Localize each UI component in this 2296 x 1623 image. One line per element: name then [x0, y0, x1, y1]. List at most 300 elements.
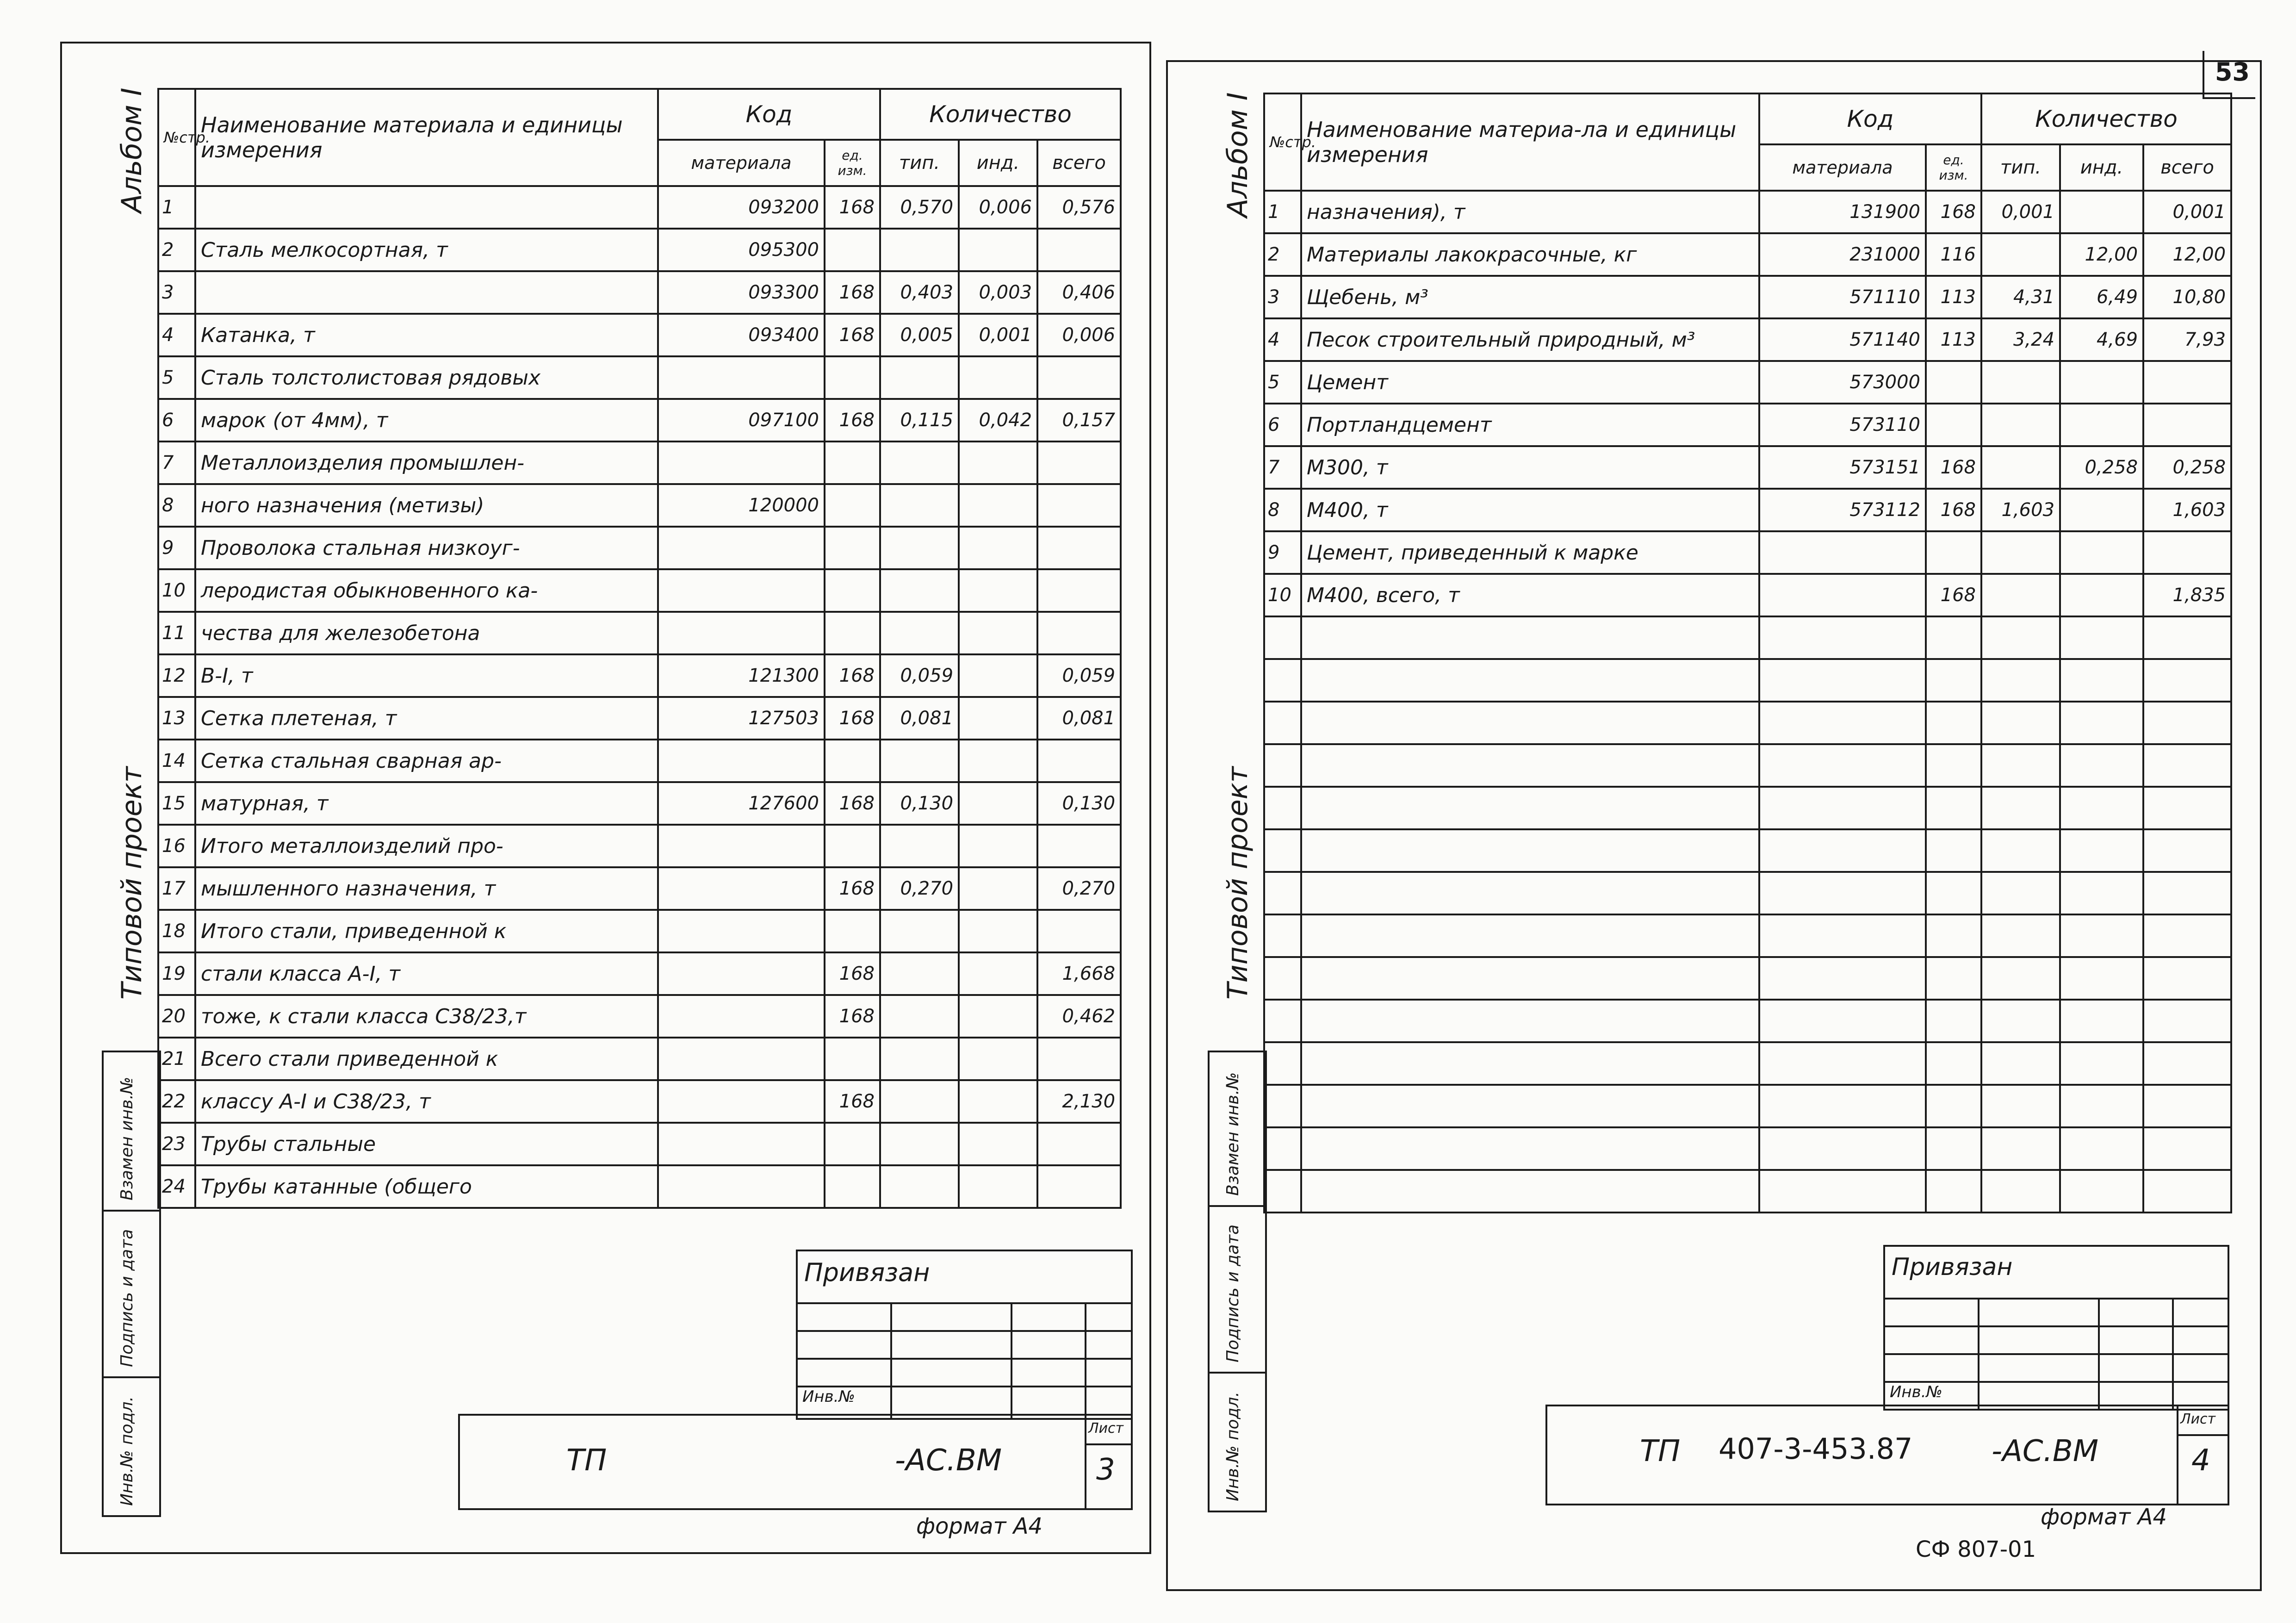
left-doc-code: -АС.ВМ [895, 1443, 1002, 1478]
row-number: 4 [158, 314, 195, 356]
row-number: 12 [158, 654, 195, 697]
right-table-row [1264, 829, 2231, 872]
row-number: 9 [1264, 531, 1301, 574]
material-name [1301, 659, 1759, 702]
left-format-label: формат А4 [916, 1513, 1043, 1539]
row-number: 2 [158, 229, 195, 271]
material-name: тоже, к стали класса С38/23,т [195, 995, 658, 1038]
qty-typ [880, 740, 959, 782]
qty-ind [2060, 1000, 2143, 1042]
material-name: классу А-I и С38/23, т [195, 1080, 658, 1123]
qty-total [2143, 1127, 2231, 1170]
material-code [1759, 829, 1926, 872]
qty-ind [2060, 787, 2143, 829]
qty-typ: 0,270 [880, 867, 959, 910]
qty-typ [880, 229, 959, 271]
qty-total [2143, 1042, 2231, 1085]
qty-typ: 0,059 [880, 654, 959, 697]
qty-typ: 0,081 [880, 697, 959, 740]
qty-typ [1981, 531, 2060, 574]
left-spec-table [157, 88, 1122, 1209]
unit-code [1926, 659, 1981, 702]
row-number: 15 [158, 782, 195, 825]
qty-ind: 0,001 [959, 314, 1037, 356]
right-table-row [1264, 744, 2231, 787]
qty-total [1037, 356, 1121, 399]
qty-ind [959, 356, 1037, 399]
left-bound-label: Привязан [804, 1258, 930, 1287]
row-number [1264, 872, 1301, 914]
row-number: 3 [158, 271, 195, 314]
right-table-row [1264, 446, 2231, 489]
qty-ind [2060, 914, 2143, 957]
unit-code [825, 527, 880, 569]
unit-code [1926, 616, 1981, 659]
material-name: мышленного назначения, т [195, 867, 658, 910]
qty-typ [880, 1165, 959, 1208]
material-name [195, 271, 658, 314]
unit-code: 168 [1926, 489, 1981, 531]
material-name [1301, 744, 1759, 787]
row-number [1264, 1042, 1301, 1085]
unit-code [825, 1038, 880, 1080]
left-sheet-label: Лист [1088, 1420, 1124, 1436]
qty-ind [2060, 361, 2143, 404]
qty-ind [2060, 744, 2143, 787]
qty-total [1037, 569, 1121, 612]
left-inv-label: Инв.№ [802, 1387, 855, 1406]
qty-total [2143, 659, 2231, 702]
material-code [658, 952, 825, 995]
right-table-row [1264, 787, 2231, 829]
left-table-row [158, 1080, 1121, 1123]
qty-typ [1981, 1042, 2060, 1085]
qty-typ [1981, 659, 2060, 702]
right-table-row [1264, 914, 2231, 957]
material-code: 093300 [658, 271, 825, 314]
row-number: 7 [1264, 446, 1301, 489]
qty-typ [1981, 702, 2060, 744]
qty-typ [1981, 574, 2060, 616]
left-table-row [158, 867, 1121, 910]
material-code: 095300 [658, 229, 825, 271]
qty-total [2143, 1170, 2231, 1213]
material-name [1301, 1127, 1759, 1170]
qty-typ [880, 1038, 959, 1080]
qty-ind [2060, 659, 2143, 702]
row-number: 4 [1264, 318, 1301, 361]
material-name [1301, 1170, 1759, 1213]
row-number: 5 [158, 356, 195, 399]
left-table-row [158, 399, 1121, 442]
material-code [658, 527, 825, 569]
material-code [1759, 1127, 1926, 1170]
right-table-row [1264, 1000, 2231, 1042]
material-code: 093400 [658, 314, 825, 356]
unit-code [1926, 1000, 1981, 1042]
material-name: ного назначения (метизы) [195, 484, 658, 527]
header-total: всего [1037, 140, 1121, 186]
material-name: Итого стали, приведенной к [195, 910, 658, 952]
qty-total [1037, 825, 1121, 867]
qty-total [2143, 872, 2231, 914]
qty-typ [1981, 1000, 2060, 1042]
qty-typ [1981, 744, 2060, 787]
header-unit: ед. изм. [825, 140, 880, 186]
material-name: назначения), т [1301, 191, 1759, 233]
qty-ind [959, 1080, 1037, 1123]
material-code: 573110 [1759, 404, 1926, 446]
qty-total [1037, 229, 1121, 271]
qty-typ [880, 569, 959, 612]
row-number: 11 [158, 612, 195, 654]
unit-code [1926, 744, 1981, 787]
material-name: М400, всего, т [1301, 574, 1759, 616]
unit-code [1926, 1170, 1981, 1213]
qty-typ: 0,130 [880, 782, 959, 825]
material-name: В-I, т [195, 654, 658, 697]
qty-total: 1,603 [2143, 489, 2231, 531]
qty-total [1037, 612, 1121, 654]
left-sheet-number: 3 [1096, 1453, 1115, 1487]
material-name: Металлоизделия промышлен- [195, 442, 658, 484]
row-number: 1 [158, 186, 195, 229]
material-code: 097100 [658, 399, 825, 442]
row-number [1264, 957, 1301, 1000]
qty-ind: 0,042 [959, 399, 1037, 442]
material-code [1759, 872, 1926, 914]
row-number [1264, 1127, 1301, 1170]
unit-code [1926, 1042, 1981, 1085]
unit-code [825, 442, 880, 484]
row-number: 1 [1264, 191, 1301, 233]
material-code: 127503 [658, 697, 825, 740]
material-code [1759, 1042, 1926, 1085]
qty-ind [959, 740, 1037, 782]
unit-code: 116 [1926, 233, 1981, 276]
unit-code [825, 740, 880, 782]
unit-code [1926, 404, 1981, 446]
qty-typ [880, 1080, 959, 1123]
qty-ind [2060, 1170, 2143, 1213]
row-number [1264, 616, 1301, 659]
unit-code [1926, 1127, 1981, 1170]
left-table-row [158, 442, 1121, 484]
header-typ-right: тип. [1981, 144, 2060, 191]
header-quantity: Количество [880, 89, 1121, 140]
material-code: 231000 [1759, 233, 1926, 276]
material-code [658, 569, 825, 612]
qty-ind [959, 1165, 1037, 1208]
unit-code [825, 569, 880, 612]
right-format-label: формат А4 [2041, 1504, 2167, 1530]
qty-ind: 12,00 [2060, 233, 2143, 276]
material-code [1759, 957, 1926, 1000]
qty-total [2143, 616, 2231, 659]
row-number: 13 [158, 697, 195, 740]
row-number: 6 [1264, 404, 1301, 446]
qty-ind [959, 995, 1037, 1038]
qty-ind [2060, 1127, 2143, 1170]
material-name [1301, 1042, 1759, 1085]
unit-code [825, 229, 880, 271]
right-doc-number: 407-3-453.87 [1719, 1432, 1913, 1466]
right-doc-code: -АС.ВМ [1992, 1434, 2099, 1468]
unit-code [825, 356, 880, 399]
right-table-row [1264, 361, 2231, 404]
qty-ind [2060, 1042, 2143, 1085]
qty-total [1037, 1123, 1121, 1165]
qty-total [2143, 404, 2231, 446]
row-number: 8 [1264, 489, 1301, 531]
right-table-row [1264, 957, 2231, 1000]
row-number: 8 [158, 484, 195, 527]
qty-typ [880, 356, 959, 399]
left-table-body [158, 186, 1121, 1208]
right-table-row [1264, 872, 2231, 914]
material-code [1759, 914, 1926, 957]
material-name [1301, 787, 1759, 829]
material-name: Сетка плетеная, т [195, 697, 658, 740]
material-name: Сталь толстолистовая рядовых [195, 356, 658, 399]
right-tp-label: ТП [1640, 1434, 1681, 1468]
material-code [1759, 1085, 1926, 1127]
material-code: 127600 [658, 782, 825, 825]
material-name: Трубы катанные (общего [195, 1165, 658, 1208]
row-number [1264, 659, 1301, 702]
row-number: 19 [158, 952, 195, 995]
unit-code [825, 825, 880, 867]
material-name: чества для железобетона [195, 612, 658, 654]
qty-ind [959, 697, 1037, 740]
material-code: 571140 [1759, 318, 1926, 361]
qty-ind [2060, 489, 2143, 531]
qty-typ [1981, 1170, 2060, 1213]
left-table-row [158, 484, 1121, 527]
left-table-row [158, 1038, 1121, 1080]
qty-total [1037, 1165, 1121, 1208]
qty-typ [880, 612, 959, 654]
qty-typ [1981, 787, 2060, 829]
qty-total [2143, 914, 2231, 957]
material-name [1301, 872, 1759, 914]
material-code [1759, 787, 1926, 829]
qty-typ [880, 484, 959, 527]
qty-typ: 0,005 [880, 314, 959, 356]
material-code: 120000 [658, 484, 825, 527]
unit-code: 168 [825, 399, 880, 442]
material-name: М300, т [1301, 446, 1759, 489]
unit-code [1926, 914, 1981, 957]
qty-total [2143, 829, 2231, 872]
material-code [1759, 531, 1926, 574]
archive-stamp-right [1208, 1051, 1267, 1512]
material-code [1759, 1170, 1926, 1213]
qty-typ [880, 952, 959, 995]
header-ind: инд. [959, 140, 1037, 186]
qty-total: 10,80 [2143, 276, 2231, 318]
material-code: 121300 [658, 654, 825, 697]
header-typ: тип. [880, 140, 959, 186]
left-table-row [158, 697, 1121, 740]
qty-typ [1981, 361, 2060, 404]
unit-code [825, 910, 880, 952]
qty-ind [959, 867, 1037, 910]
qty-ind [959, 825, 1037, 867]
material-code [658, 1165, 825, 1208]
material-code [1759, 574, 1926, 616]
left-table-row [158, 782, 1121, 825]
qty-typ [1981, 616, 2060, 659]
qty-ind [959, 1123, 1037, 1165]
material-code [658, 442, 825, 484]
qty-total: 12,00 [2143, 233, 2231, 276]
project-label-right: Типовой проект [1222, 766, 1254, 1000]
qty-total: 0,462 [1037, 995, 1121, 1038]
qty-ind [959, 569, 1037, 612]
row-number: 2 [1264, 233, 1301, 276]
qty-ind: 0,003 [959, 271, 1037, 314]
qty-ind: 4,69 [2060, 318, 2143, 361]
material-code [658, 740, 825, 782]
right-table-row [1264, 702, 2231, 744]
qty-total [2143, 1085, 2231, 1127]
right-table-row [1264, 1085, 2231, 1127]
qty-typ [880, 1123, 959, 1165]
header-row-num: №стр. [158, 89, 195, 186]
material-name: Песок строительный природный, м³ [1301, 318, 1759, 361]
row-number: 9 [158, 527, 195, 569]
unit-code [1926, 957, 1981, 1000]
material-name [1301, 702, 1759, 744]
qty-ind [2060, 957, 2143, 1000]
material-code [658, 995, 825, 1038]
material-code [658, 1038, 825, 1080]
material-code [658, 867, 825, 910]
archive-label-replace-right: Взамен инв.№ [1223, 1072, 1242, 1196]
right-inv-label: Инв.№ [1890, 1383, 1942, 1401]
row-number [1264, 1085, 1301, 1127]
unit-code: 168 [825, 186, 880, 229]
header-row-num-right: №стр. [1264, 93, 1301, 191]
qty-typ [1981, 404, 2060, 446]
qty-ind: 0,006 [959, 186, 1037, 229]
header-name: Наименование материала и единицы измерения [195, 89, 658, 186]
unit-code: 113 [1926, 276, 1981, 318]
right-table-row [1264, 531, 2231, 574]
material-code [1759, 659, 1926, 702]
qty-total: 7,93 [2143, 318, 2231, 361]
right-table-row [1264, 276, 2231, 318]
row-number [1264, 744, 1301, 787]
qty-total: 0,576 [1037, 186, 1121, 229]
left-table-row [158, 1165, 1121, 1208]
qty-ind [959, 654, 1037, 697]
qty-typ [1981, 829, 2060, 872]
left-table-row [158, 229, 1121, 271]
row-number: 14 [158, 740, 195, 782]
archive-label-sign: Подпись и дата [118, 1229, 137, 1367]
material-name: Портландцемент [1301, 404, 1759, 446]
left-table-row [158, 952, 1121, 995]
qty-total: 1,835 [2143, 574, 2231, 616]
qty-total: 0,270 [1037, 867, 1121, 910]
qty-typ: 0,115 [880, 399, 959, 442]
qty-ind [2060, 1085, 2143, 1127]
qty-ind: 0,258 [2060, 446, 2143, 489]
material-name: стали класса А-I, т [195, 952, 658, 995]
qty-ind [959, 782, 1037, 825]
row-number [1264, 1170, 1301, 1213]
material-name [195, 186, 658, 229]
unit-code: 168 [825, 314, 880, 356]
qty-ind [959, 527, 1037, 569]
qty-ind [2060, 404, 2143, 446]
header-code-right: Код [1759, 93, 1981, 144]
qty-typ [1981, 1127, 2060, 1170]
right-table-row [1264, 191, 2231, 233]
left-table-row [158, 740, 1121, 782]
header-quantity-right: Количество [1981, 93, 2231, 144]
right-table-row [1264, 404, 2231, 446]
row-number: 18 [158, 910, 195, 952]
qty-typ: 0,570 [880, 186, 959, 229]
qty-ind [959, 910, 1037, 952]
material-name [1301, 1085, 1759, 1127]
qty-ind [959, 1038, 1037, 1080]
right-bound-label: Привязан [1892, 1253, 2013, 1281]
material-code [1759, 1000, 1926, 1042]
right-table-row [1264, 574, 2231, 616]
right-table-row [1264, 489, 2231, 531]
material-name: Катанка, т [195, 314, 658, 356]
qty-ind [959, 229, 1037, 271]
right-table-row [1264, 659, 2231, 702]
row-number [1264, 1000, 1301, 1042]
unit-code: 168 [825, 782, 880, 825]
row-number [1264, 829, 1301, 872]
archive-label-inv-right: Инв.№ подл. [1223, 1392, 1242, 1501]
qty-total [2143, 1000, 2231, 1042]
unit-code: 113 [1926, 318, 1981, 361]
material-name [1301, 957, 1759, 1000]
material-code: 131900 [1759, 191, 1926, 233]
material-name [1301, 616, 1759, 659]
page-number: 53 [2215, 57, 2250, 87]
unit-code [825, 612, 880, 654]
qty-total [2143, 702, 2231, 744]
qty-typ [1981, 1085, 2060, 1127]
album-label: Альбом I [116, 87, 148, 213]
qty-ind [959, 612, 1037, 654]
qty-typ [1981, 914, 2060, 957]
qty-typ [1981, 233, 2060, 276]
material-name [1301, 914, 1759, 957]
unit-code: 168 [825, 1080, 880, 1123]
unit-code: 168 [1926, 574, 1981, 616]
unit-code: 168 [825, 867, 880, 910]
material-name: Цемент, приведенный к марке [1301, 531, 1759, 574]
qty-total [1037, 484, 1121, 527]
material-name: Щебень, м³ [1301, 276, 1759, 318]
left-title-stamp [458, 1414, 1133, 1510]
header-material-right: материала [1759, 144, 1926, 191]
qty-total [2143, 957, 2231, 1000]
row-number: 22 [158, 1080, 195, 1123]
qty-typ: 1,603 [1981, 489, 2060, 531]
right-table-row [1264, 318, 2231, 361]
qty-total: 0,157 [1037, 399, 1121, 442]
